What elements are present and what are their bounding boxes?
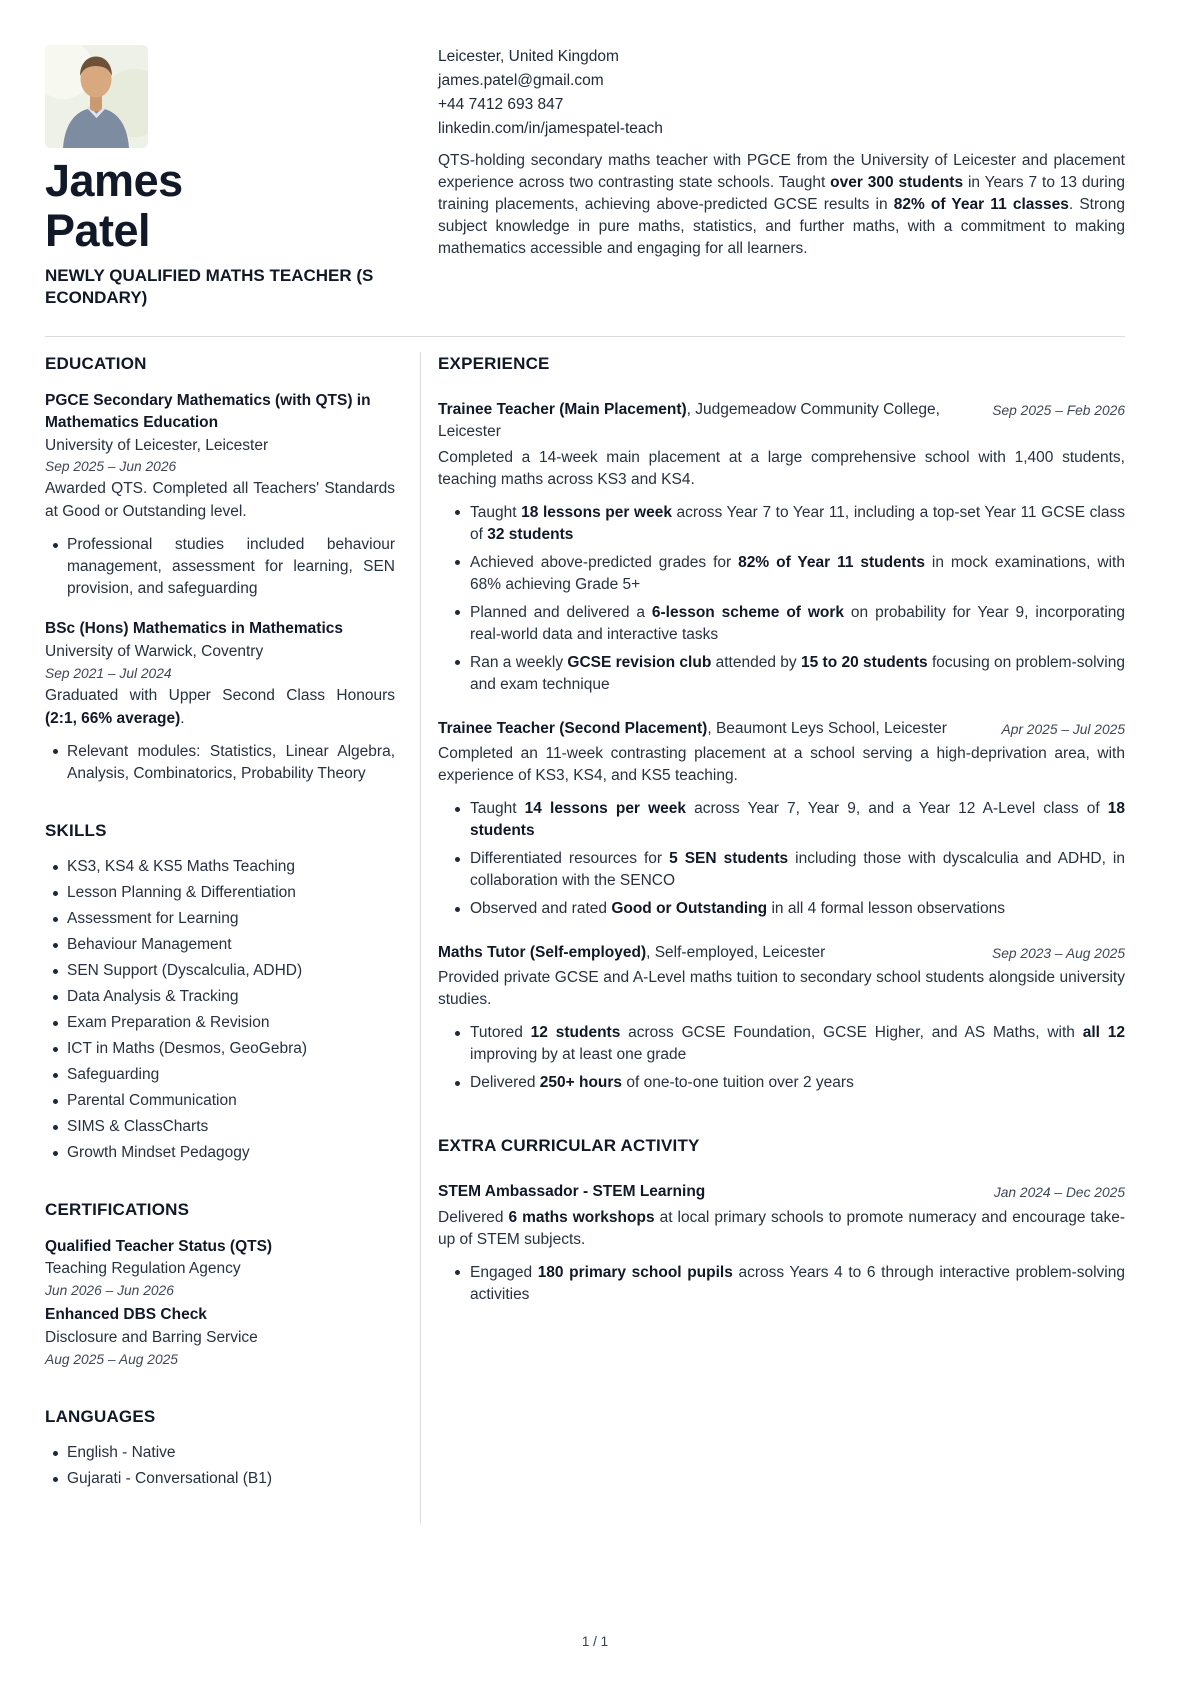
language-item: Gujarati - Conversational (B1)	[45, 1468, 395, 1490]
languages-section	[45, 1405, 395, 1491]
certification-dates: Aug 2025 – Aug 2025	[45, 1351, 178, 1367]
education-dates: Sep 2025 – Jun 2026	[45, 459, 177, 475]
education-entry	[45, 618, 395, 784]
experience-dates: Apr 2025 – Jul 2025	[1001, 721, 1125, 737]
header-divider	[45, 336, 1125, 337]
candidate-title: NEWLY QUALIFIED MATHS TEACHER (SECONDARY)	[45, 265, 374, 307]
bullet-item: Achieved above-predicted grades for 82% of Year 11 students in mock examinations, with 68% achieving Grade 5+	[438, 552, 1125, 596]
bullet-item: Professional studies included behaviour management, assessment for learning, SEN provision, and safeguarding	[45, 534, 395, 600]
extra-curricular-entry-header	[438, 1181, 1125, 1203]
education-heading: EDUCATION	[45, 353, 147, 373]
bullet-item: Relevant modules: Statistics, Linear Algebra, Analysis, Combinatorics, Probability Theory	[45, 741, 395, 785]
experience-dates: Sep 2023 – Aug 2025	[992, 946, 1125, 962]
education-description: Awarded QTS. Completed all Teachers' Standards at Good or Outstanding level.	[45, 480, 395, 521]
experience-entry	[438, 399, 1125, 696]
skill-item: Lesson Planning & Differentiation	[45, 882, 395, 904]
bullet-item: Observed and rated Good or Outstanding in all 4 formal lesson observations	[438, 898, 1125, 920]
extra-curricular-section	[438, 1134, 1125, 1305]
certification-entry	[45, 1236, 395, 1302]
education-bullet-list	[45, 741, 395, 785]
contact-linkedin: linkedin.com/in/jamespatel-teach	[438, 120, 663, 137]
contact-location: Leicester, United Kingdom	[438, 48, 619, 65]
summary-paragraph: QTS-holding secondary maths teacher with PGCE from the University of Leicester and placement experience across two contrasting state schools. Taught over 300 students in Years 7 to 13 during training placements, achieving above-predicted GCSE results in 82% of Year 11 classes. Strong subject knowledge in pure maths, statistics, and further maths, with a commitment to making mathematics accessible and engaging for all learners.	[438, 152, 1125, 257]
experience-bullet-list	[438, 798, 1125, 920]
skills-heading: SKILLS	[45, 820, 107, 840]
right-column	[420, 352, 1125, 1524]
skill-item: Safeguarding	[45, 1064, 395, 1086]
extra-curricular-bullet-list	[438, 1262, 1125, 1306]
experience-title: Maths Tutor (Self-employed), Self-employed, Leicester	[438, 944, 826, 962]
experience-entry-header	[438, 942, 1125, 964]
certification-dates: Jun 2026 – Jun 2026	[45, 1283, 174, 1299]
resume-header	[45, 45, 1125, 309]
degree-title: PGCE Secondary Mathematics (with QTS) in Mathematics Education	[45, 391, 371, 432]
bullet-item: Delivered 250+ hours of one-to-one tuition over 2 years	[438, 1072, 1125, 1094]
bullet-item: Taught 14 lessons per week across Year 7, Year 9, and a Year 12 A-Level class of 18 students	[438, 798, 1125, 842]
bullet-item: Differentiated resources for 5 SEN students including those with dyscalculia and ADHD, in collaboration with the SENCO	[438, 848, 1125, 892]
contact-phone: +44 7412 693 847	[438, 96, 564, 113]
certification-issuer: Disclosure and Barring Service	[45, 1328, 258, 1346]
certifications-section	[45, 1198, 395, 1370]
education-section	[45, 352, 395, 785]
experience-bullet-list	[438, 1022, 1125, 1094]
skill-item: Assessment for Learning	[45, 908, 395, 930]
experience-summary: Completed a 14-week main placement at a large comprehensive school with 1,400 students, teaching maths across KS3 and KS4.	[438, 448, 1125, 488]
experience-bullet-list	[438, 502, 1125, 696]
experience-section	[438, 352, 1125, 1095]
bullet-item: Engaged 180 primary school pupils across Years 4 to 6 through interactive problem-solving activities	[438, 1262, 1125, 1306]
skill-item: Behaviour Management	[45, 934, 395, 956]
experience-summary: Provided private GCSE and A-Level maths tuition to secondary school students alongside university studies.	[438, 969, 1125, 1009]
school-name: University of Leicester, Leicester	[45, 436, 269, 454]
education-description: Graduated with Upper Second Class Honours (2:1, 66% average).	[45, 686, 395, 727]
experience-title: Trainee Teacher (Second Placement), Beaumont Leys School, Leicester	[438, 719, 947, 737]
education-entry	[45, 390, 395, 601]
certification-entry	[45, 1304, 395, 1370]
bullet-item: Ran a weekly GCSE revision club attended by 15 to 20 students focusing on problem-solving and exam technique	[438, 652, 1125, 696]
contact-email: james.patel@gmail.com	[438, 72, 604, 89]
skill-item: Parental Communication	[45, 1090, 395, 1112]
education-dates: Sep 2021 – Jul 2024	[45, 665, 172, 681]
languages-list	[45, 1442, 395, 1490]
education-bullet-list	[45, 534, 395, 600]
skill-item: ICT in Maths (Desmos, GeoGebra)	[45, 1038, 395, 1060]
extra-curricular-entry	[438, 1181, 1125, 1305]
experience-entry-header	[438, 399, 1125, 444]
experience-summary: Completed an 11-week contrasting placement at a school serving a high-deprivation area, with experience of KS3, KS4, and KS5 teaching.	[438, 745, 1125, 785]
candidate-name: James Patel	[45, 155, 183, 257]
languages-heading: LANGUAGES	[45, 1406, 156, 1426]
certification-name: Qualified Teacher Status (QTS)	[45, 1237, 273, 1255]
profile-photo-illustration	[45, 45, 148, 148]
experience-title: Trainee Teacher (Main Placement), Judgemeadow Community College, Leicester	[438, 400, 940, 441]
extra-curricular-summary: Delivered 6 maths workshops at local primary schools to promote numeracy and encourage take-up of STEM subjects.	[438, 1208, 1125, 1248]
school-name: University of Warwick, Coventry	[45, 642, 264, 660]
extra-curricular-dates: Jan 2024 – Dec 2025	[993, 1185, 1125, 1201]
experience-heading: EXPERIENCE	[438, 353, 550, 373]
skills-list	[45, 856, 395, 1164]
skill-item: KS3, KS4 & KS5 Maths Teaching	[45, 856, 395, 878]
skill-item: SEN Support (Dyscalculia, ADHD)	[45, 960, 395, 982]
experience-entry	[438, 718, 1125, 920]
skill-item: SIMS & ClassCharts	[45, 1116, 395, 1138]
bullet-item: Tutored 12 students across GCSE Foundation, GCSE Higher, and AS Maths, with all 12 improving by at least one grade	[438, 1022, 1125, 1066]
experience-entry	[438, 942, 1125, 1094]
bullet-item: Planned and delivered a 6-lesson scheme of work on probability for Year 9, incorporating real-world data and interactive tasks	[438, 602, 1125, 646]
extra-curricular-heading: EXTRA CURRICULAR ACTIVITY	[438, 1136, 700, 1156]
header-contact-block	[395, 45, 1125, 309]
skill-item: Exam Preparation & Revision	[45, 1012, 395, 1034]
certifications-heading: CERTIFICATIONS	[45, 1200, 190, 1220]
skills-section	[45, 819, 395, 1165]
degree-title: BSc (Hons) Mathematics in Mathematics	[45, 620, 344, 638]
left-column	[45, 352, 395, 1524]
language-item: English - Native	[45, 1442, 395, 1464]
extra-curricular-title: STEM Ambassador - STEM Learning	[438, 1183, 706, 1201]
header-identity-block	[45, 45, 395, 309]
certification-issuer: Teaching Regulation Agency	[45, 1260, 241, 1278]
skill-item: Growth Mindset Pedagogy	[45, 1142, 395, 1164]
page-number: 1 / 1	[581, 1634, 609, 1649]
certification-name: Enhanced DBS Check	[45, 1306, 207, 1324]
bullet-item: Taught 18 lessons per week across Year 7 to Year 11, including a top-set Year 11 GCSE class of 32 students	[438, 502, 1125, 546]
resume-body	[45, 352, 1125, 1524]
experience-dates: Sep 2025 – Feb 2026	[992, 402, 1125, 418]
experience-entry-header	[438, 718, 1125, 740]
skill-item: Data Analysis & Tracking	[45, 986, 395, 1008]
profile-photo	[45, 45, 148, 148]
